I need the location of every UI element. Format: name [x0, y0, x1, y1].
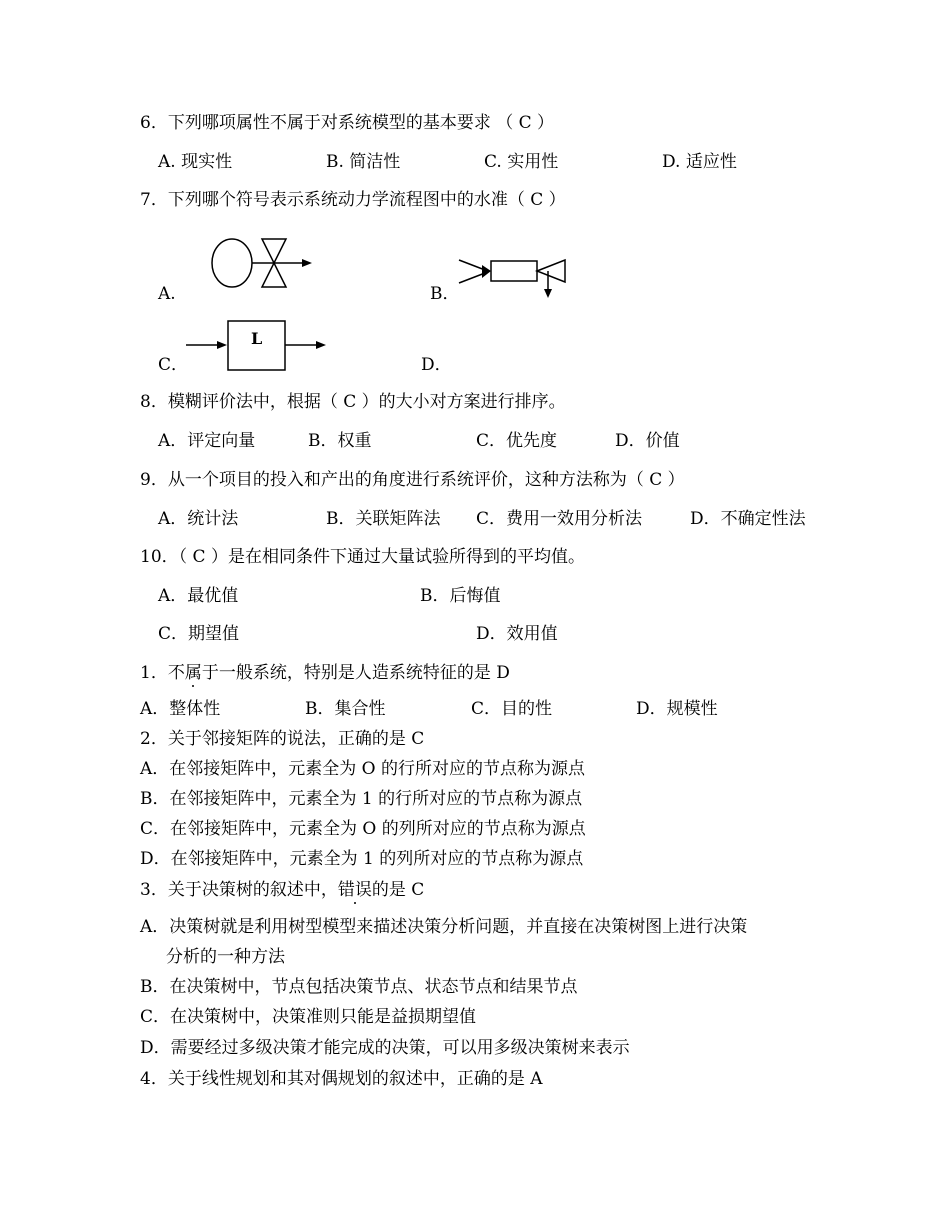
q9-option-d: D．不确定性法	[690, 509, 806, 529]
q7-box-label: L	[251, 329, 263, 348]
p2-stem: 2．关于邻接矩阵的说法，正确的是 C	[140, 729, 425, 749]
p1-num: 1．	[140, 663, 168, 683]
q10-option-a: A．最优值	[158, 586, 239, 606]
p1-option-c: C．目的性	[471, 699, 553, 719]
p3-option-c: C．在决策树中，决策准则只能是益损期望值	[140, 1007, 477, 1027]
p1-rest: 一般系统，特别是人造系统特征的是 D	[218, 663, 510, 683]
p1-option-d: D．规模性	[636, 699, 718, 719]
p1-stem	[140, 662, 510, 684]
p3-option-a-cont: 分析的一种方法	[166, 947, 285, 967]
q8-option-c: C．优先度	[476, 431, 558, 451]
p1-option-b: B．集合性	[305, 699, 386, 719]
p3-option-a: A．决策树就是利用树型模型来描述决策分析问题，并直接在决策树图上进行决策	[140, 917, 748, 937]
q7-symbol-a	[205, 232, 320, 294]
p3-pre: 3．关于决策树的叙述中，	[140, 880, 338, 900]
q9-option-a: A．统计法	[158, 509, 239, 529]
q7-stem: 7．下列哪个符号表示系统动力学流程图中的水准（ C ）	[140, 190, 566, 210]
q9-option-b: B．关联矩阵法	[326, 509, 441, 529]
p3-emphasis: 错误	[337, 880, 372, 900]
q7-symbol-b	[455, 252, 570, 300]
q7-option-d-label: D．	[421, 355, 452, 375]
q8-option-d: D．价值	[615, 431, 680, 451]
q6-option-c: C. 实用性	[484, 152, 559, 172]
q8-option-a: A．评定向量	[158, 431, 256, 451]
q8-option-b: B．权重	[308, 431, 372, 451]
q10-option-d: D．效用值	[476, 624, 558, 644]
p3-stem	[140, 879, 424, 901]
q6-option-d: D. 适应性	[662, 152, 737, 172]
q7-option-c-label: C．	[158, 355, 189, 375]
q10-option-c: C．期望值	[158, 624, 240, 644]
p2-option-d: D．在邻接矩阵中，元素全为 1 的列所对应的节点称为源点	[140, 849, 584, 869]
p3-post: 的是 C	[371, 880, 425, 900]
q9-stem: 9．从一个项目的投入和产出的角度进行系统评价，这种方法称为（ C ）	[140, 470, 685, 490]
q6-option-b: B. 简洁性	[326, 152, 401, 172]
p4-stem: 4．关于线性规划和其对偶规划的叙述中，正确的是 A	[140, 1069, 543, 1089]
p2-option-b: B．在邻接矩阵中，元素全为 1 的行所对应的节点称为源点	[140, 789, 583, 809]
p3-option-d: D．需要经过多级决策才能完成的决策，可以用多级决策树来表示	[140, 1038, 630, 1058]
q6-stem: 6．下列哪项属性不属于对系统模型的基本要求 （ C ）	[140, 113, 555, 133]
p2-option-c: C．在邻接矩阵中，元素全为 O 的列所对应的节点称为源点	[140, 819, 586, 839]
p3-option-b: B．在决策树中，节点包括决策节点、状态节点和结果节点	[140, 977, 578, 997]
q7-option-a-label: A.	[158, 284, 176, 304]
q6-option-a: A. 现实性	[158, 152, 233, 172]
q10-stem: 10．（ C ）是在相同条件下通过大量试验所得到的平均值。	[140, 547, 585, 567]
q7-option-b-label: B．	[430, 284, 460, 304]
p1-option-a: A．整体性	[140, 699, 221, 719]
p1-emphasis: 不属于	[167, 663, 219, 683]
p2-option-a: A．在邻接矩阵中，元素全为 O 的行所对应的节点称为源点	[140, 759, 586, 779]
q8-stem: 8．模糊评价法中，根据（ C ）的大小对方案进行排序。	[140, 392, 566, 412]
q9-option-c: C．费用一效用分析法	[476, 509, 643, 529]
q10-option-b: B．后悔值	[420, 586, 501, 606]
